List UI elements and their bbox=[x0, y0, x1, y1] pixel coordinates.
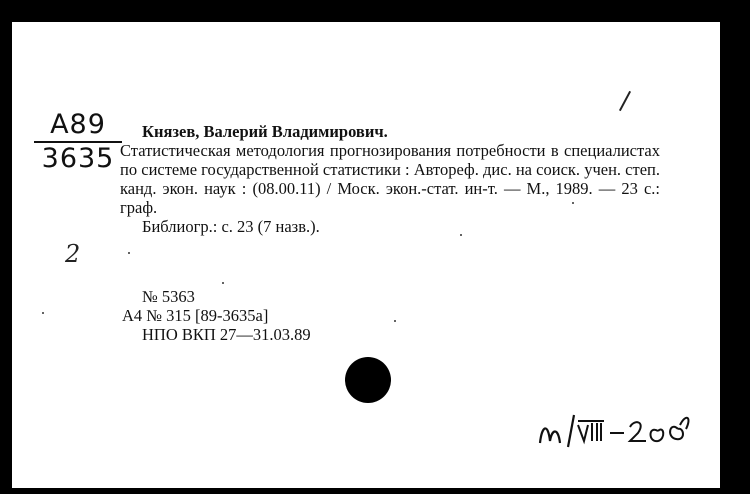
speck bbox=[222, 282, 224, 284]
shelf-mark-bottom: 3635 bbox=[41, 143, 115, 174]
bibliographic-entry bbox=[120, 122, 660, 236]
accession-number: № 5363 bbox=[142, 287, 195, 306]
registration-numbers bbox=[122, 287, 311, 344]
handwritten-note: 2 bbox=[65, 240, 81, 268]
speck bbox=[460, 234, 462, 236]
call-number: А4 № 315 [89-3635а] bbox=[122, 306, 269, 325]
punch-hole bbox=[345, 357, 391, 403]
cataloging-stamp: НПО ВКП 27—31.03.89 bbox=[142, 325, 311, 344]
speck bbox=[128, 252, 130, 254]
bibliography-note: Библиогр.: с. 23 (7 назв.). bbox=[142, 217, 320, 236]
catalog-card bbox=[12, 22, 720, 488]
pencil-mark bbox=[619, 91, 631, 111]
speck bbox=[572, 202, 574, 204]
speck bbox=[42, 312, 44, 314]
entry-body bbox=[120, 122, 660, 217]
author-name: Князев, Валерий Владимирович. bbox=[142, 122, 388, 141]
handwritten-signature bbox=[534, 407, 704, 457]
shelf-mark bbox=[34, 110, 122, 173]
title-block: Статистическая методология прогнозирования потребности в специалистах по системе государственной статистики : Автореф. дис. на соиск. учен. степ. канд. экон. наук : (08.00.11) / Моск. экон.-стат. ин-т. — М., 1989. — 23 с.: граф. bbox=[120, 141, 660, 217]
shelf-mark-top: A89 bbox=[50, 109, 106, 140]
speck bbox=[394, 320, 396, 322]
